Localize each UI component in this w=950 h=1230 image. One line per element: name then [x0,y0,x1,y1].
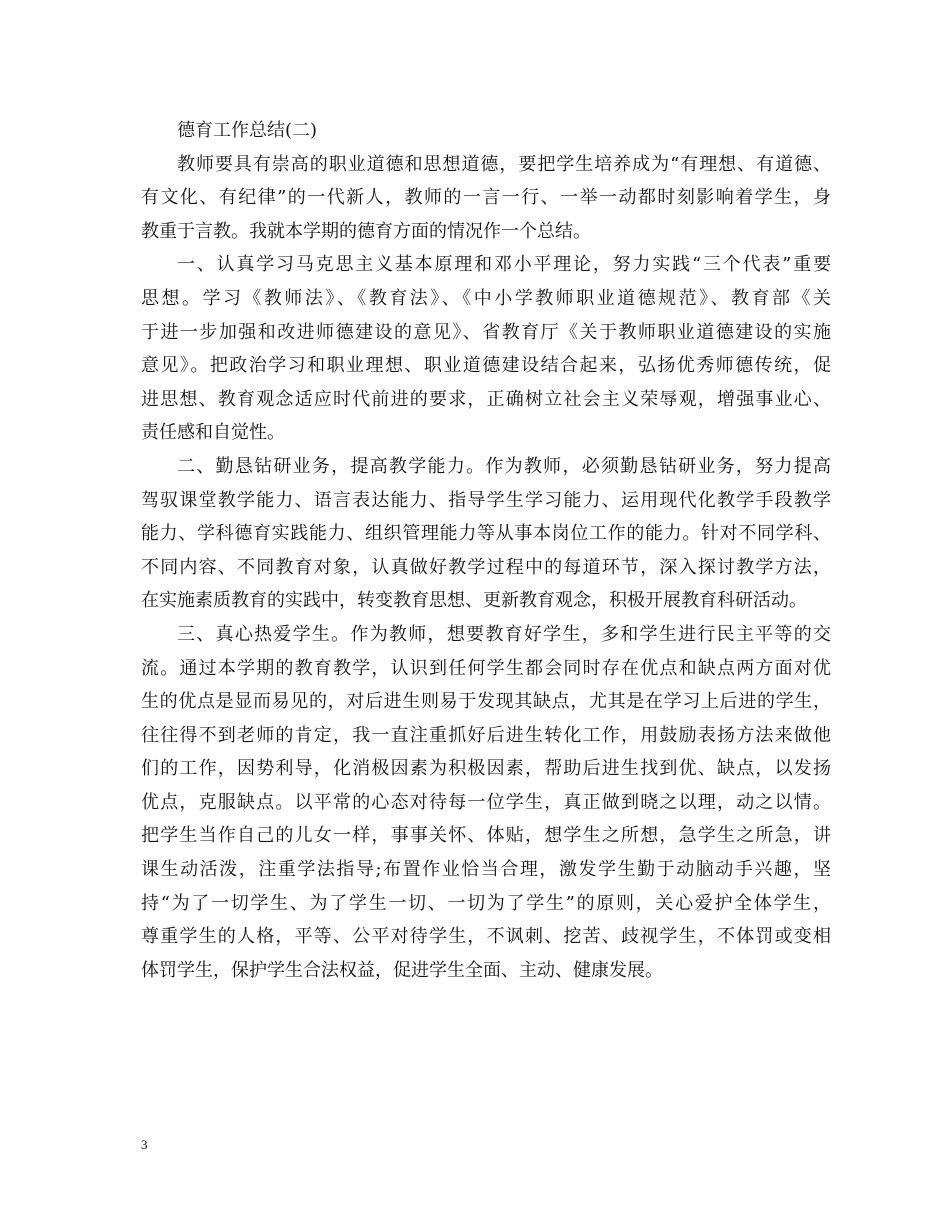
paragraph-intro [141,148,831,249]
paragraph-line: 一、认真学习马克思主义基本原理和邓小平理论，努力实践“三个代表”重要 [177,254,831,276]
paragraph-section-two [141,450,831,618]
paragraph-section-three [141,618,831,988]
paragraph-line: 把学生当作自己的儿女一样，事事关怀、体贴，想学生之所想，急学生之所急，讲 [141,825,831,847]
paragraph-line: 思想。学习《教师法》、《教育法》、《中小学教师职业道德规范》、教育部《关 [141,287,831,309]
paragraph-line: 教师要具有崇高的职业道德和思想道德，要把学生培养成为“有理想、有道德、 [177,153,831,175]
paragraph-line: 进思想、教育观念适应时代前进的要求，正确树立社会主义荣辱观，增强事业心、 [141,388,831,410]
paragraph-line: 责任感和自觉性。 [141,422,285,444]
paragraph-line: 不同内容、不同教育对象，认真做好教学过程中的每道环节，深入探讨教学方法， [141,556,831,578]
paragraph-section-one [141,248,831,450]
paragraph-line: 在实施素质教育的实践中，转变教育思想、更新教育观念，积极开展教育科研活动。 [141,590,807,612]
paragraph-line: 体罚学生，保护学生合法权益，促进学生全面、主动、健康发展。 [141,959,663,981]
document-title: 德育工作总结(二) [177,120,318,141]
paragraph-line: 生的优点是显而易见的，对后进生则易于发现其缺点，尤其是在学习上后进的学生， [141,691,831,713]
paragraph-line: 课生动活泼，注重学法指导;布置作业恰当合理，激发学生勤于动脑动手兴趣，坚 [141,859,831,881]
paragraph-line: 尊重学生的人格，平等、公平对待学生，不讽刺、挖苦、歧视学生，不体罚或变相 [141,926,831,948]
page-number: 3 [141,1137,148,1152]
paragraph-line: 流。通过本学期的教育教学，认识到任何学生都会同时存在优点和缺点两方面对优 [141,657,831,679]
paragraph-line: 往往得不到老师的肯定，我一直注重抓好后进生转化工作，用鼓励表扬方法来做他 [141,724,831,746]
document-body [141,114,831,987]
paragraph-line: 有文化、有纪律”的一代新人，教师的一言一行、一举一动都时刻影响着学生，身 [141,187,831,209]
paragraph-line: 意见》。把政治学习和职业理想、职业道德建设结合起来，弘扬优秀师德传统，促 [141,355,831,377]
paragraph-line: 于进一步加强和改进师德建设的意见》、省教育厅《关于教师职业道德建设的实施 [141,321,831,343]
paragraph-line: 驾驭课堂教学能力、语言表达能力、指导学生学习能力、运用现代化教学手段教学 [141,489,831,511]
paragraph-line: 二、勤恳钻研业务，提高教学能力。作为教师，必须勤恳钻研业务，努力提高 [177,455,831,477]
paragraph-line: 能力、学科德育实践能力、组织管理能力等从事本岗位工作的能力。针对不同学科、 [141,523,831,545]
paragraph-line: 优点，克服缺点。以平常的心态对待每一位学生，真正做到晓之以理，动之以情。 [141,791,831,813]
paragraph-line: 持“为了一切学生、为了学生一切、一切为了学生”的原则，关心爱护全体学生， [141,892,831,914]
paragraph-line: 们的工作，因势利导，化消极因素为积极因素，帮助后进生找到优、缺点，以发扬 [141,758,831,780]
paragraph-line: 三、真心热爱学生。作为教师，想要教育好学生，多和学生进行民主平等的交 [177,623,831,645]
paragraph-line: 教重于言教。我就本学期的德育方面的情况作一个总结。 [141,220,591,242]
